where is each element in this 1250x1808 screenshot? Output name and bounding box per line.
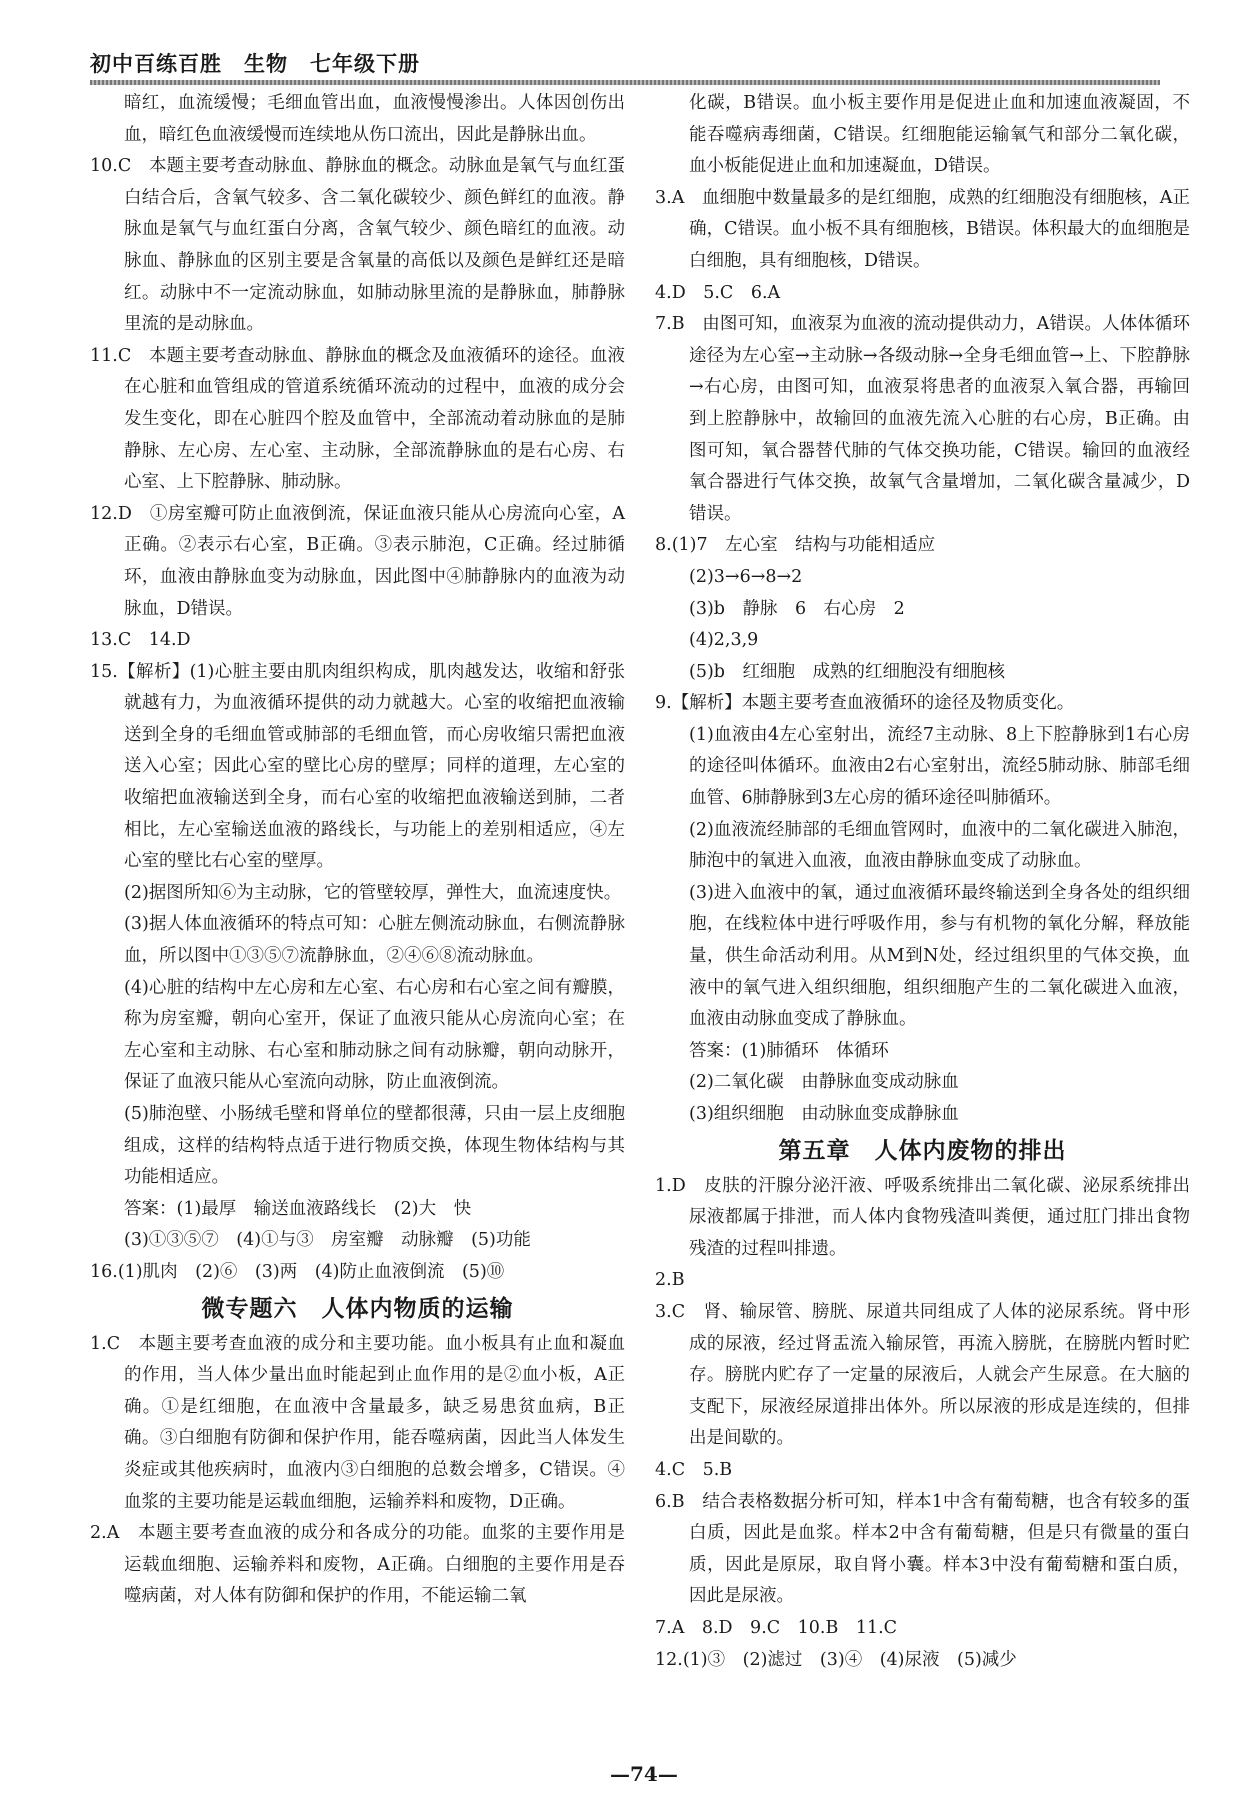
topic6-answer-8-3: (3)b 静脉 6 右心房 2 [689, 598, 905, 619]
topic6-answer-1: 1.C 本题主要考查血液的成分和主要功能。血小板具有止血和凝血的作用，当人体少量出血时能起到止血作用的是②血小板，A正确。①是红细胞，在血液中含量最多，缺乏易患贫血病，B正确。③白细胞有防御和保护作用，能吞噬病菌，因此当人体发生炎症或其他疾病时，血液内③白细胞的总数会增多，C错误。④血浆的主要功能是运载血细胞，运输养料和废物，D正确。 [90, 1333, 625, 1512]
answer-15-analysis-5: (5)肺泡壁、小肠绒毛壁和肾单位的壁都很薄，只由一层上皮细胞组成，这样的结构特点适于进行物质交换，体现生物体结构与其功能相适应。 [124, 1104, 625, 1188]
chapter5-answer-2: 2.B [655, 1270, 685, 1291]
page-header [90, 40, 1160, 82]
chapter5-answer-1: 1.D 皮肤的汗腺分泌汗液、呼吸系统排出二氧化碳、泌尿系统排出尿液都属于排泄，而人体内食物残渣叫粪便，通过肛门排出食物残渣的过程叫排遗。 [655, 1175, 1190, 1259]
header-title [90, 48, 442, 78]
right-column [655, 88, 1190, 1676]
topic6-answer-2-continuation: 化碳，B错误。血小板主要作用是促进止血和加速血液凝固，不能吞噬病毒细菌，C错误。红细胞能运输氧气和部分二氧化碳，血小板能促进止血和加速凝血，D错误。 [689, 93, 1190, 177]
grade-name: 七年级下册 [310, 52, 420, 76]
topic6-answer-9-part-3: (3)进入血液中的氧，通过血液循环最终输送到全身各处的组织细胞，在线粒体中进行呼吸作用，参与有机物的氧化分解，释放能量，供生命活动利用。从M到N处，经过组织里的气体交换，血液中的氧气进入组织细胞，组织细胞产生的二氧化碳进入血液，血液由动脉血变成了静脉血。 [689, 882, 1190, 1030]
chapter5-answer-3: 3.C 肾、输尿管、膀胱、尿道共同组成了人体的泌尿系统。肾中形成的尿液，经过肾盂流入输尿管，再流入膀胱，在膀胱内暂时贮存。膀胱内贮存了一定量的尿液后，人就会产生尿意。在大脑的支配下，尿液经尿道排出体外。所以尿液的形成是连续的，但排出是间歇的。 [655, 1301, 1190, 1449]
answer-15-analysis-2: (2)据图所知⑥为主动脉，它的管壁较厚，弹性大，血流速度快。 [124, 882, 622, 903]
topic6-answer-9-key-3: (3)组织细胞 由动脉血变成静脉血 [689, 1104, 959, 1124]
answer-continuation: 暗红，血流缓慢；毛细血管出血，血液慢慢渗出。人体因创伤出血，暗红色血液缓慢而连续地从伤口流出，因此是静脉出血。 [124, 93, 625, 145]
left-column [90, 88, 625, 1613]
chapter5-answer-7-11: 7.A 8.D 9.C 10.B 11.C [655, 1617, 898, 1638]
chapter5-answer-4-5: 4.C 5.B [655, 1459, 733, 1480]
topic6-answer-9-key-2: (2)二氧化碳 由静脉血变成动脉血 [689, 1072, 959, 1093]
topic6-answer-2: 2.A 本题主要考查血液的成分和各成分的功能。血浆的主要作用是运载血细胞、运输养料和废物，A正确。白细胞的主要作用是吞噬病菌，对人体有防御和保护的作用，不能运输二氧 [90, 1523, 625, 1607]
answer-12: 12.D ①房室瓣可防止血液倒流，保证血液只能从心房流向心室，A正确。②表示右心室，B正确。③表示肺泡，C正确。经过肺循环，血液由静脉血变为动脉血，因此图中④肺静脉内的血液为动脉血，D错误。 [90, 503, 625, 619]
topic6-answer-9-part-2: (2)血液流经肺部的毛细血管网时，血液中的二氧化碳进入肺泡，肺泡中的氧进入血液，血液由静脉血变成了动脉血。 [689, 819, 1190, 872]
answer-15-key-2: (3)①③⑤⑦ (4)①与③ 房室瓣 动脉瓣 (5)功能 [124, 1230, 531, 1251]
section-heading-topic-6: 微专题六 人体内物质的运输 [201, 1295, 514, 1322]
series-name: 初中百练百胜 [90, 52, 222, 76]
topic6-answer-7: 7.B 由图可知，血液泵为血液的流动提供动力，A错误。人体体循环途径为左心室→主动脉→各级动脉→全身毛细血管→上、下腔静脉→右心房，由图可知，血液泵将患者的血液泵入氧合器，再输回到上腔静脉中，故输回的血液先流入心脏的右心房，B正确。由图可知，氧合器替代肺的气体交换功能，C错误。输回的血液经氧合器进行气体交换，故氧气含量增加，二氧化碳含量减少，D错误。 [655, 314, 1190, 524]
topic6-answer-8-2: (2)3→6→8→2 [689, 566, 803, 587]
topic6-answer-8-1: 8.(1)7 左心室 结构与功能相适应 [655, 535, 936, 556]
answer-11: 11.C 本题主要考查动脉血、静脉血的概念及血液循环的途径。血液在心脏和血管组成的管道系统循环流动的过程中，血液的成分会发生变化，即在心脏四个腔及血管中，全部流动着动脉血的是肺静脉、左心房、左心室、主动脉，全部流静脉血的是右心房、右心室、上下腔静脉、肺动脉。 [90, 345, 625, 493]
header-rule [90, 80, 1160, 85]
topic6-answer-8-5: (5)b 红细胞 成熟的红细胞没有细胞核 [689, 661, 1005, 682]
topic6-answer-8-4: (4)2,3,9 [689, 630, 759, 651]
topic6-answer-9-part-1: (1)血液由4左心室射出，流经7主动脉、8上下腔静脉到1右心房的途径叫体循环。血液由2右心室射出，流经5肺动脉、肺部毛细血管、6肺静脉到3左心房的循环途径叫肺循环。 [689, 724, 1190, 809]
answer-15-analysis-4: (4)心脏的结构中左心房和左心室、右心房和右心室之间有瓣膜，称为房室瓣，朝向心室开，保证了血液只能从心房流向心室；在左心室和主动脉、右心室和肺动脉之间有动脉瓣，朝向动脉开，保证了血液只能从心室流向动脉，防止血液倒流。 [124, 977, 625, 1093]
topic6-answer-9: 9.【解析】本题主要考查血液循环的途径及物质变化。 [655, 693, 1075, 714]
answer-13-14: 13.C 14.D [90, 630, 191, 651]
answer-15-analysis-3: (3)据人体血液循环的特点可知：心脏左侧流动脉血，右侧流静脉血，所以图中①③⑤⑦流静脉血，②④⑥⑧流动脉血。 [124, 914, 625, 967]
chapter5-answer-6: 6.B 结合表格数据分析可知，样本1中含有葡萄糖，也含有较多的蛋白质，因此是血浆。样本2中含有葡萄糖，但是只有微量的蛋白质，因此是原尿，取自肾小囊。样本3中没有葡萄糖和蛋白质，因此是尿液。 [655, 1491, 1190, 1607]
chapter5-answer-12: 12.(1)③ (2)滤过 (3)④ (4)尿液 (5)减少 [655, 1649, 1017, 1670]
section-heading-chapter-5: 第五章 人体内废物的排出 [778, 1137, 1067, 1164]
topic6-answer-3: 3.A 血细胞中数量最多的是红细胞，成熟的红细胞没有细胞核，A正确，C错误。血小板不具有细胞核，B错误。体积最大的血细胞是白细胞，具有细胞核，D错误。 [655, 187, 1190, 271]
topic6-answer-9-key-1: 答案：(1)肺循环 体循环 [689, 1040, 889, 1061]
subject-name: 生物 [244, 52, 288, 76]
page-number: —74— [610, 1762, 678, 1786]
answer-16: 16.(1)肌肉 (2)⑥ (3)两 (4)防止血液倒流 (5)⑩ [90, 1261, 505, 1282]
answer-10: 10.C 本题主要考查动脉血、静脉血的概念。动脉血是氧气与血红蛋白结合后，含氧气较多、含二氧化碳较少、颜色鲜红的血液。静脉血是氧气与血红蛋白分离，含氧气较少、颜色暗红的血液。动脉血、静脉血的区别主要是含氧量的高低以及颜色是鲜红还是暗红。动脉中不一定流动脉血，如肺动脉里流的是静脉血，肺静脉里流的是动脉血。 [90, 156, 625, 335]
answer-15-analysis-1: 15.【解析】(1)心脏主要由肌肉组织构成，肌肉越发达，收缩和舒张就越有力，为血液循环提供的动力就越大。心室的收缩把血液输送到全身的毛细血管或肺部的毛细血管，而心房收缩只需把血液送入心室；因此心室的壁比心房的壁厚；同样的道理，左心室的收缩把血液输送到全身，而右心室的收缩把血液输送到肺，二者相比，左心室输送血液的路线长，与功能上的差别相适应，④左心室的壁比右心室的壁厚。 [90, 661, 625, 872]
topic6-answer-4-6: 4.D 5.C 6.A [655, 282, 781, 303]
answer-15-key-1: 答案：(1)最厚 输送血液路线长 (2)大 快 [124, 1198, 472, 1219]
